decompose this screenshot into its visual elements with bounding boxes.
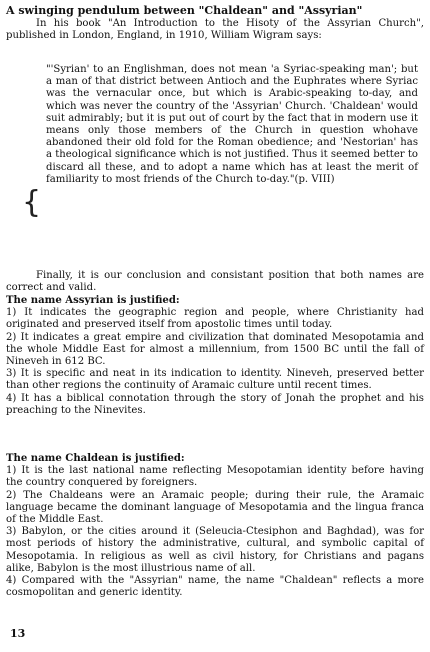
margin-bracket-mark: { <box>22 185 42 220</box>
chaldean-point: 2) The Chaldeans were an Aramaic people; during their rule, the Aramaic language became the dominant language of Mesopotamia and the lingua franca of the Middle East. <box>6 489 424 526</box>
assyrian-point: 2) It indicates a great empire and civilization that dominated Mesopotamia and the whole Middle East for almost a millennium, from 1500 BC until the fall of Nineveh in 612 BC. <box>6 331 424 368</box>
chaldean-point: 4) Compared with the "Assyrian" name, the name "Chaldean" reflects a more cosmopolitan and generic identity. <box>6 575 424 599</box>
block-quote: "'Syrian' to an Englishman, does not mean 'a Syriac-speaking man'; but a man of that district between Antioch and the Euphrates where Syriac was the vernacular once, but which is Arabic-speaking to-day, and which was never the country of the 'Assyrian' Church. 'Chaldean' would suit admirably; but it is put out of court by the fact that in modern use it means only those members of the Church in question whohave abandoned their old fold for the Roman obedience; and 'Nestorian' has a theological significance which is not justified. Thus it seemed better to discard all these, and to adopt a name which has at least the merit of familiarity to most friends of the Church to-day."(p. VIII) <box>46 64 418 185</box>
assyrian-point: 1) It indicates the geographic region and people, where Christianity had originated and preserved itself from apostolic times until today. <box>6 307 424 331</box>
assyrian-section <box>6 295 424 417</box>
section-title: A swinging pendulum between "Chaldean" and "Assyrian" <box>6 4 363 17</box>
chaldean-point: 1) It is the last national name reflecting Mesopotamian identity before having the country conquered by foreigners. <box>6 465 424 489</box>
intro-paragraph: In his book "An Introduction to the Hisoty of the Assyrian Church", published in London, England, in 1910, William Wigram says: <box>6 18 424 42</box>
page-number: 13 <box>10 627 26 640</box>
chaldean-point: 3) Babylon, or the cities around it (Seleucia-Ctesiphon and Baghdad), was for most periods of history the administrative, cultural, and symbolic capital of Mesopotamia. In religious as well as civil history, for Christians and pagans alike, Babylon is the most illustrious name of all. <box>6 526 424 574</box>
assyrian-point: 4) It has a biblical connotation through the story of Jonah the prophet and his preaching to the Ninevites. <box>6 392 424 416</box>
assyrian-point: 3) It is specific and neat in its indication to identity. Nineveh, preserved better than other regions the continuity of Aramaic culture until recent times. <box>6 368 424 392</box>
chaldean-section <box>6 453 424 599</box>
conclusion-paragraph: Finally, it is our conclusion and consistant position that both names are correct and valid. <box>6 270 424 294</box>
assyrian-heading: The name Assyrian is justified: <box>6 295 180 306</box>
chaldean-heading: The name Chaldean is justified: <box>6 453 185 464</box>
